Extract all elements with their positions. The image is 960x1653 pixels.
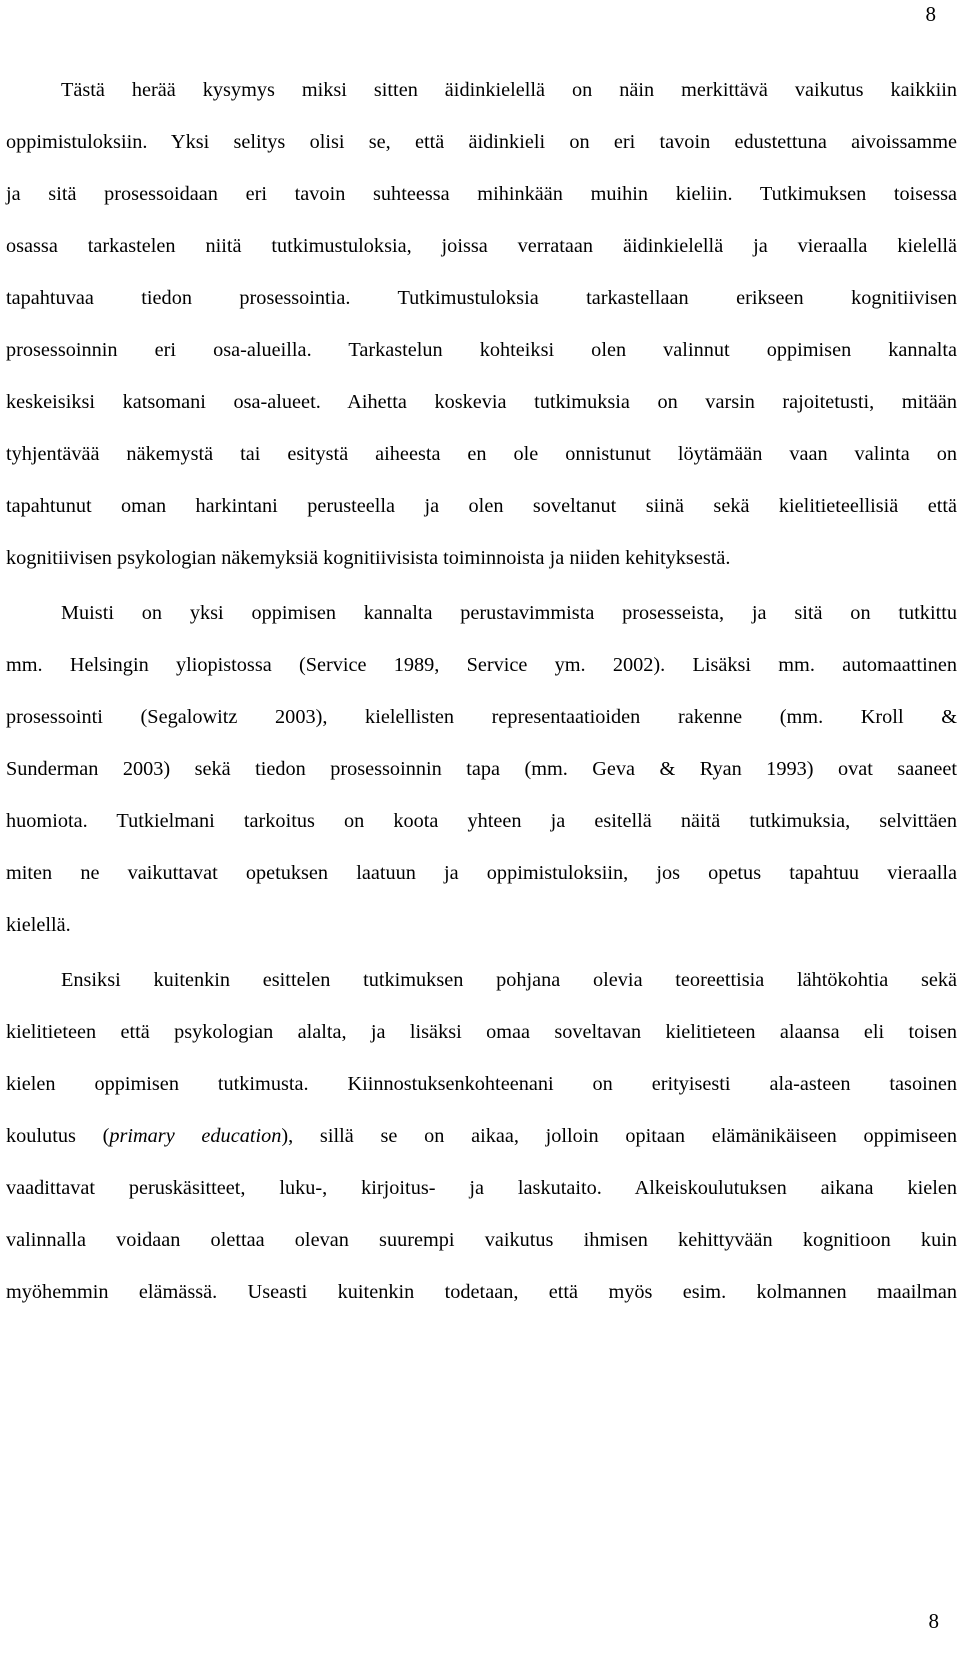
paragraph-1 bbox=[6, 64, 957, 584]
text-line: keskeisiksi katsomani osa-alueet. Aihetta koskevia tutkimuksia on varsin rajoitetusti, mitään bbox=[6, 391, 957, 413]
text-line: osassa tarkastelen niitä tutkimustuloksia, joissa verrataan äidinkielellä ja vieraalla kielellä bbox=[6, 235, 957, 257]
text-segment: koulutus ( bbox=[6, 1125, 110, 1147]
text-line: ja sitä prosessoidaan eri tavoin suhteessa mihinkään muihin kieliin. Tutkimuksen toisessa bbox=[6, 183, 957, 205]
text-line: Tästä herää kysymys miksi sitten äidinkielellä on näin merkittävä vaikutus kaikkiin bbox=[61, 79, 957, 101]
page-number-top: 8 bbox=[925, 2, 936, 26]
text-line: prosessoinnin eri osa-alueilla. Tarkastelun kohteiksi olen valinnut oppimisen kannalta bbox=[6, 339, 957, 361]
text-line: prosessointi (Segalowitz 2003), kielellisten representaatioiden rakenne (mm. Kroll & bbox=[6, 706, 957, 728]
text-line: kielen oppimisen tutkimusta. Kiinnostuksenkohteenani on erityisesti ala-asteen tasoinen bbox=[6, 1073, 957, 1095]
paragraph-2 bbox=[6, 587, 957, 951]
paragraph-3 bbox=[6, 954, 957, 1318]
text-line: huomiota. Tutkielmani tarkoitus on koota yhteen ja esitellä näitä tutkimuksia, selvittäen bbox=[6, 810, 957, 832]
text-line: kielitieteen että psykologian alalta, ja lisäksi omaa soveltavan kielitieteen alaansa eli toisen bbox=[6, 1021, 957, 1043]
text-segment: ), sillä se on aikaa, jolloin opitaan elämänikäiseen oppimiseen bbox=[281, 1125, 957, 1147]
text-line-with-emphasis bbox=[6, 1110, 957, 1162]
text-line: mm. Helsingin yliopistossa (Service 1989, Service ym. 2002). Lisäksi mm. automaattinen bbox=[6, 654, 957, 676]
text-line: Sunderman 2003) sekä tiedon prosessoinnin tapa (mm. Geva & Ryan 1993) ovat saaneet bbox=[6, 758, 957, 780]
text-line: miten ne vaikuttavat opetuksen laatuun ja oppimistuloksiin, jos opetus tapahtuu vieraalla bbox=[6, 862, 957, 884]
text-line: myöhemmin elämässä. Useasti kuitenkin todetaan, että myös esim. kolmannen maailman bbox=[6, 1281, 957, 1303]
text-line: vaadittavat peruskäsitteet, luku-, kirjoitus- ja laskutaito. Alkeiskoulutuksen aikana kielen bbox=[6, 1177, 957, 1199]
text-line: Muisti on yksi oppimisen kannalta perustavimmista prosesseista, ja sitä on tutkittu bbox=[61, 602, 957, 624]
text-line: tyhjentävää näkemystä tai esitystä aiheesta en ole onnistunut löytämään vaan valinta on bbox=[6, 443, 957, 465]
text-line: oppimistuloksiin. Yksi selitys olisi se, että äidinkieli on eri tavoin edustettuna aivoissamme bbox=[6, 131, 957, 153]
text-line: kielellä. bbox=[6, 914, 71, 936]
page-number-bottom: 8 bbox=[928, 1609, 939, 1633]
text-line: tapahtunut oman harkintani perusteella ja olen soveltanut siinä sekä kielitieteellisiä että bbox=[6, 495, 957, 517]
page-body bbox=[6, 64, 957, 1321]
text-line: kognitiivisen psykologian näkemyksiä kognitiivisista toiminnoista ja niiden kehityksestä. bbox=[6, 547, 731, 569]
emphasized-term: primary education bbox=[109, 1125, 282, 1147]
text-line: Ensiksi kuitenkin esittelen tutkimuksen pohjana olevia teoreettisia lähtökohtia sekä bbox=[61, 969, 957, 991]
text-line: valinnalla voidaan olettaa olevan suurempi vaikutus ihmisen kehittyvään kognitioon kuin bbox=[6, 1229, 957, 1251]
text-line: tapahtuvaa tiedon prosessointia. Tutkimustuloksia tarkastellaan erikseen kognitiivisen bbox=[6, 287, 957, 309]
